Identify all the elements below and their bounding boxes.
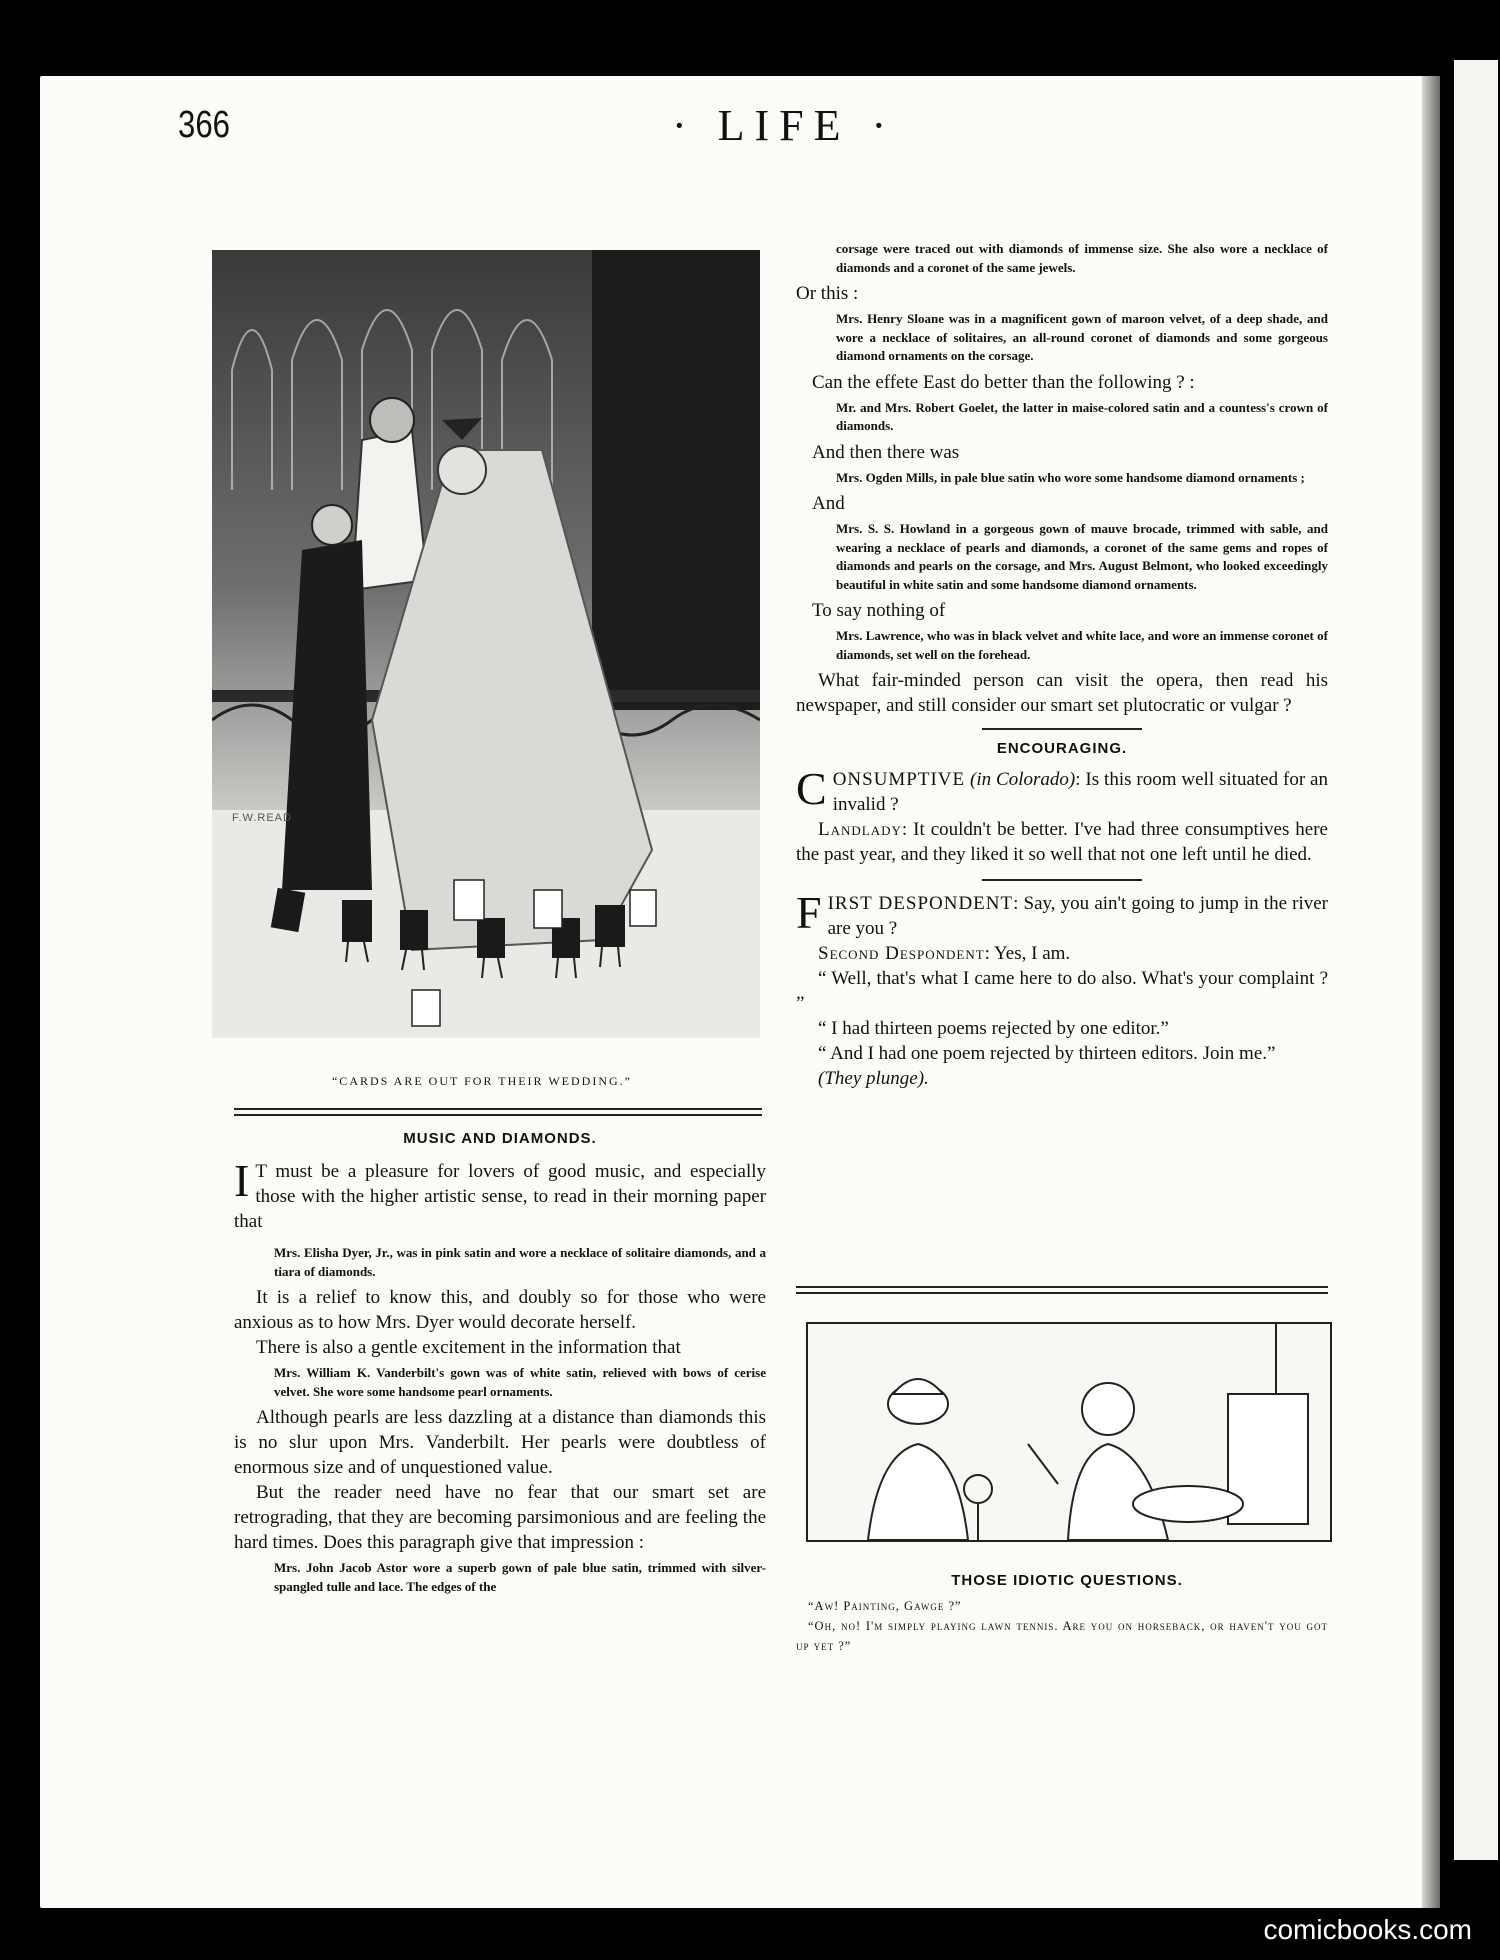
dropcap-c: C xyxy=(796,763,827,814)
rule-despondent xyxy=(982,879,1142,881)
despondent-line-5: “ And I had one poem rejected by thirteen editors. Join me.” xyxy=(818,1043,1276,1064)
dropcap-f: F xyxy=(796,887,822,938)
wedding-illustration-drawing xyxy=(212,250,760,1038)
dropcap-i: I xyxy=(234,1155,250,1206)
despondent-line-3: “ Well, that's what I came here to do also. What's your complaint ? ” xyxy=(796,968,1328,1014)
music-article-heading: MUSIC AND DIAMONDS. xyxy=(403,1130,597,1147)
artist-signature: F.W.READ xyxy=(232,812,292,824)
double-rule-right xyxy=(796,1286,1328,1294)
quote-astor-start: Mrs. John Jacob Astor wore a superb gown of pale blue satin, trimmed with silver-spangled tulle and lace. The edges of the xyxy=(274,1560,766,1594)
page-number: 366 xyxy=(178,104,230,146)
landlady-speaker: Landlady xyxy=(818,819,902,840)
illustration-caption: “CARDS ARE OUT FOR THEIR WEDDING.” xyxy=(331,1074,632,1088)
double-rule-left xyxy=(234,1108,762,1116)
second-despondent-line xyxy=(796,941,1328,966)
quote-dyer: Mrs. Elisha Dyer, Jr., was in pink satin and wore a necklace of solitaire diamonds, and a tiara of diamonds. xyxy=(274,1245,766,1279)
quote-mills: Mrs. Ogden Mills, in pale blue satin who wore some handsome diamond ornaments ; xyxy=(836,469,1305,485)
consumptive-line xyxy=(796,763,1328,817)
first-despondent-speaker: IRST DESPONDENT xyxy=(827,893,1014,914)
landlady-text: : It couldn't be better. I've had three consumptives here the past year, and they liked it so well that not one left until he died. xyxy=(796,819,1328,865)
despondent-line-6 xyxy=(796,1066,1328,1091)
painter-cartoon-drawing xyxy=(808,1324,1330,1540)
quote-sloane: Mrs. Henry Sloane was in a magnificent gown of maroon velvet, of a deep shade, and wore a necklace of solitaires, an all-round coronet of diamonds and some gorgeous diamond ornaments on the corsage. xyxy=(836,311,1328,363)
cartoon-caption-line-2: “Oh, no! I'm simply playing lawn tennis. Are you on horseback, or haven't you got up yet ?” xyxy=(796,1619,1328,1653)
cartoon-heading: THOSE IDIOTIC QUESTIONS. xyxy=(951,1572,1183,1589)
page-gutter-shadow xyxy=(1422,76,1440,1908)
say-nothing-line: To say nothing of xyxy=(812,600,946,621)
second-despondent-text: : Yes, I am. xyxy=(984,943,1071,964)
they-plunge-text: (They plunge). xyxy=(818,1068,929,1089)
music-paragraph-conclusion: What fair-minded person can visit the opera, then read his newspaper, and still consider our smart set plutocratic or vulgar ? xyxy=(796,670,1328,716)
right-column xyxy=(796,240,1328,1091)
music-paragraph-3: There is also a gentle excitement in the information that xyxy=(256,1337,681,1358)
painter-cartoon xyxy=(806,1322,1332,1542)
music-paragraph-5: But the reader need have no fear that our smart set are retrograding, that they are becoming parsimonious and are feeling the hard times. Does this paragraph give that impression : xyxy=(234,1482,766,1553)
wedding-illustration xyxy=(212,250,760,1038)
consumptive-speaker: ONSUMPTIVE xyxy=(832,769,966,790)
masthead: · LIFE · xyxy=(672,101,897,150)
music-paragraph-4: Although pearls are less dazzling at a distance than diamonds this is no slur upon Mrs. Vanderbilt. Her pearls were doubtless of enormous size and of unquestioned value. xyxy=(234,1407,766,1478)
music-paragraph-1-text: T must be a pleasure for lovers of good music, and especially those with the higher artistic sense, to read in their morning paper that xyxy=(234,1161,766,1232)
landlady-line xyxy=(796,817,1328,867)
quote-goelet: Mr. and Mrs. Robert Goelet, the latter in maise-colored satin and a countess's crown of diamonds. xyxy=(836,399,1328,433)
rule-encouraging xyxy=(982,728,1142,730)
encouraging-heading: ENCOURAGING. xyxy=(996,740,1128,757)
first-despondent-line xyxy=(796,887,1329,941)
left-column xyxy=(234,1126,766,1600)
effete-east-line: Can the effete East do better than the following ? : xyxy=(812,371,1195,393)
adjacent-page-edge xyxy=(1446,60,1498,1860)
quote-howland-belmont: Mrs. S. S. Howland in a gorgeous gown of mauve brocade, trimmed with sable, and wearing a necklace of pearls and diamonds, a coronet of the same gems and ropes of diamonds and pearls on the corsage, and Mrs. August Belmont, who looked exceedingly beautiful in white satin and some handsome diamond ornaments. xyxy=(836,521,1328,592)
consumptive-text: : Is this room well situated for an invalid ? xyxy=(832,769,1328,815)
quote-lawrence: Mrs. Lawrence, who was in black velvet and white lace, and wore an immense coronet of diamonds, set well on the forehead. xyxy=(836,628,1328,662)
music-paragraph-1 xyxy=(234,1155,766,1234)
despondent-line-4: “ I had thirteen poems rejected by one editor.” xyxy=(818,1018,1169,1039)
consumptive-location: (in Colorado) xyxy=(970,769,1076,790)
music-paragraph-2: It is a relief to know this, and doubly so for those who were anxious as to how Mrs. Dyer would decorate herself. xyxy=(234,1287,766,1333)
then-there-was-line: And then there was xyxy=(812,441,960,463)
cartoon-caption-line-1: “Aw! Painting, Gawge ?” xyxy=(808,1599,962,1613)
or-this-line: Or this : xyxy=(796,283,859,304)
second-despondent-speaker: Second Despondent xyxy=(818,943,985,964)
and-line: And xyxy=(812,493,845,514)
quote-astor-continued: corsage were traced out with diamonds of immense size. She also wore a necklace of diamonds and a coronet of the same jewels. xyxy=(836,241,1328,275)
quote-vanderbilt: Mrs. William K. Vanderbilt's gown was of white satin, relieved with bows of cerise velvet. She wore some handsome pearl ornaments. xyxy=(274,1365,766,1399)
first-despondent-text: : Say, you ain't going to jump in the river are you ? xyxy=(827,893,1329,939)
watermark: comicbooks.com xyxy=(1263,1914,1472,1945)
cartoon-caption xyxy=(796,1596,1328,1656)
